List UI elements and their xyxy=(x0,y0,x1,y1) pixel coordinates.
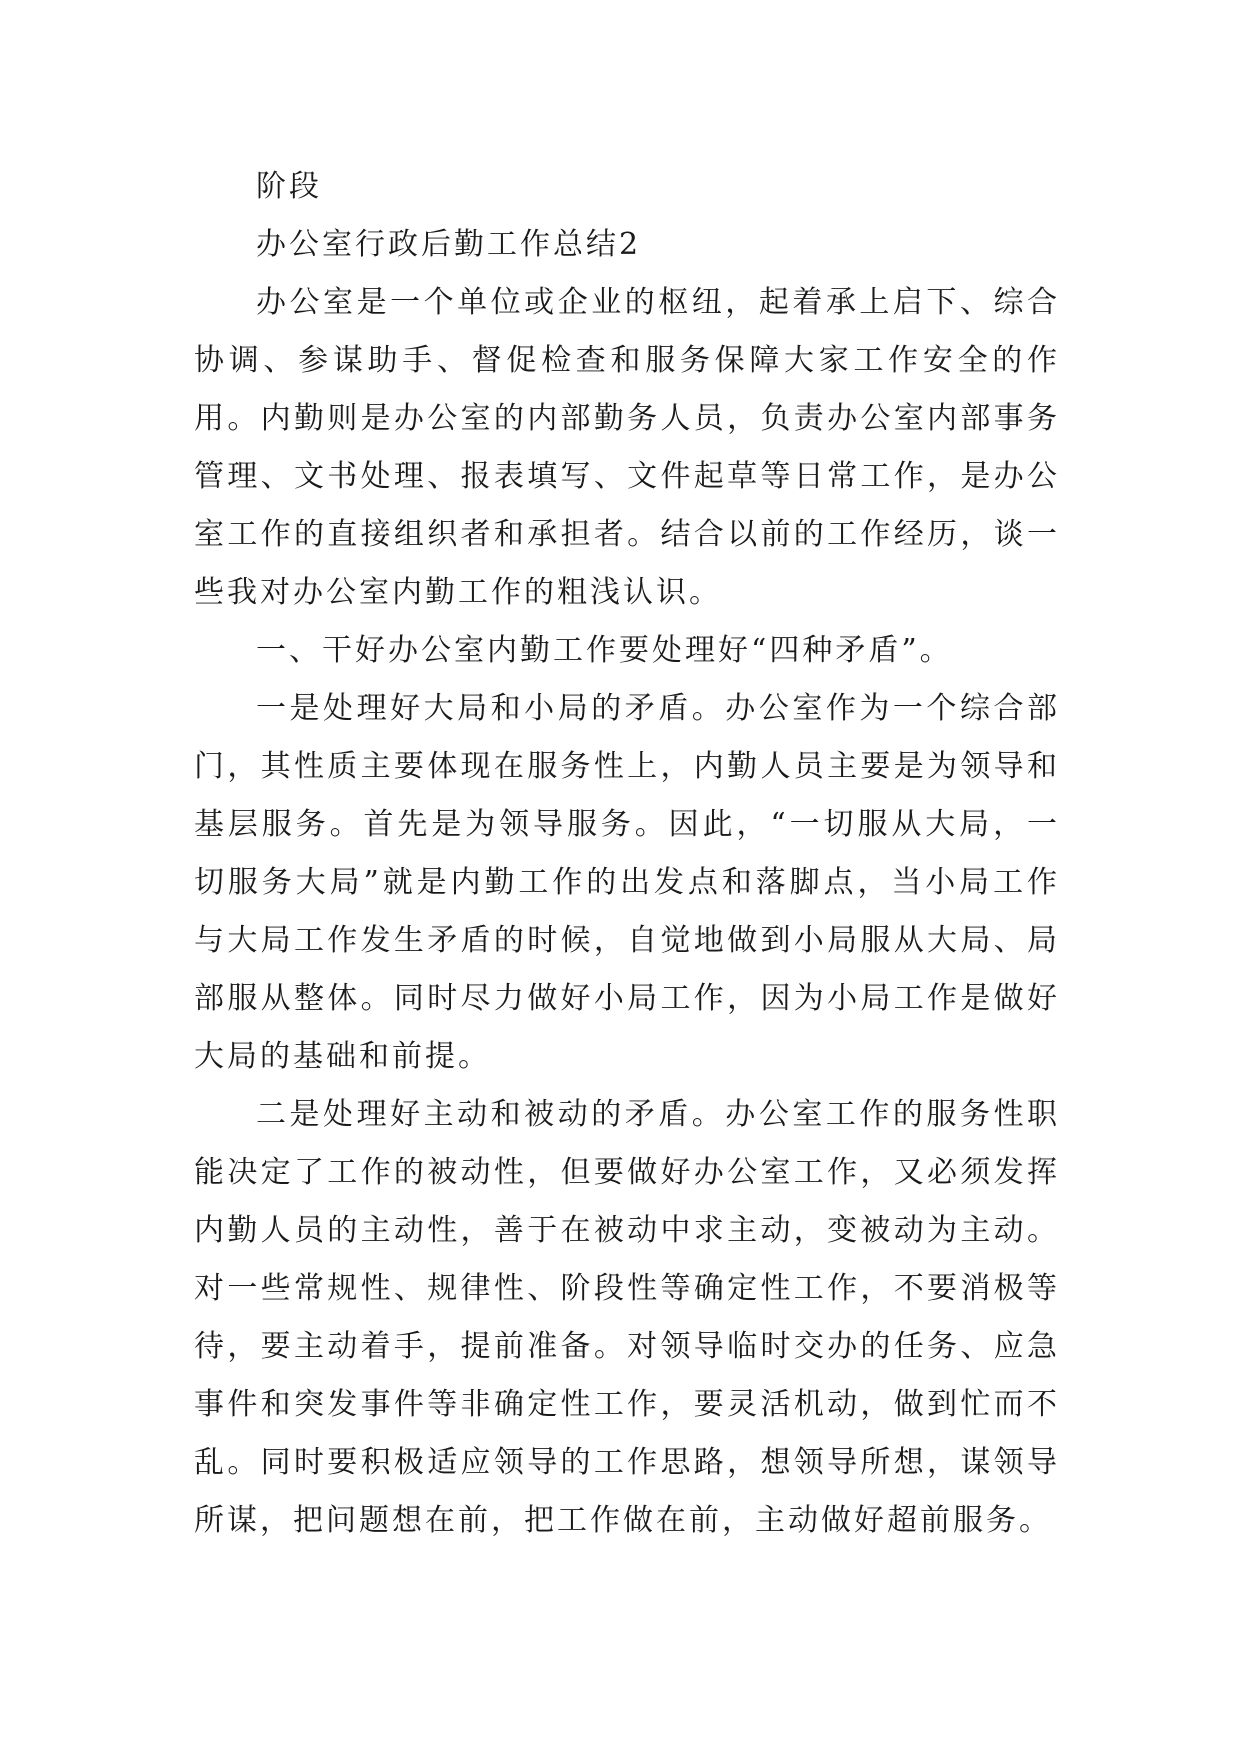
paragraph-stage-fragment: 阶段 xyxy=(256,169,322,204)
paragraph-point-two: 二是处理好主动和被动的矛盾。办公室工作的服务性职能决定了工作的被动性，但要做好办公室工作，又必须发挥内勤人员的主动性，善于在被动中求主动，变被动为主动。对一些常规性、规律性、阶段性等确定性工作，不要消极等待，要主动着手，提前准备。对领导临时交办的任务、应急事件和突发事件等非确定性工作，要灵活机动，做到忙而不乱。同时要积极适应领导的工作思路，想领导所想，谋领导所谋，把问题想在前，把工作做在前，主动做好超前服务。 xyxy=(194,1097,1060,1538)
document-body xyxy=(194,158,1060,1550)
heading-four-contradictions: 一、干好办公室内勤工作要处理好“四种矛盾”。 xyxy=(256,633,953,668)
section-title: 办公室行政后勤工作总结2 xyxy=(256,227,642,262)
paragraph-intro: 办公室是一个单位或企业的枢纽，起着承上启下、综合协调、参谋助手、督促检查和服务保障大家工作安全的作用。内勤则是办公室的内部勤务人员，负责办公室内部事务管理、文书处理、报表填写、文件起草等日常工作，是办公室工作的直接组织者和承担者。结合以前的工作经历，谈一些我对办公室内勤工作的粗浅认识。 xyxy=(194,285,1060,610)
paragraph-point-one: 一是处理好大局和小局的矛盾。办公室作为一个综合部门，其性质主要体现在服务性上，内勤人员主要是为领导和基层服务。首先是为领导服务。因此，“一切服从大局，一切服务大局”就是内勤工作的出发点和落脚点，当小局工作与大局工作发生矛盾的时候，自觉地做到小局服从大局、局部服从整体。同时尽力做好小局工作，因为小局工作是做好大局的基础和前提。 xyxy=(194,691,1060,1074)
